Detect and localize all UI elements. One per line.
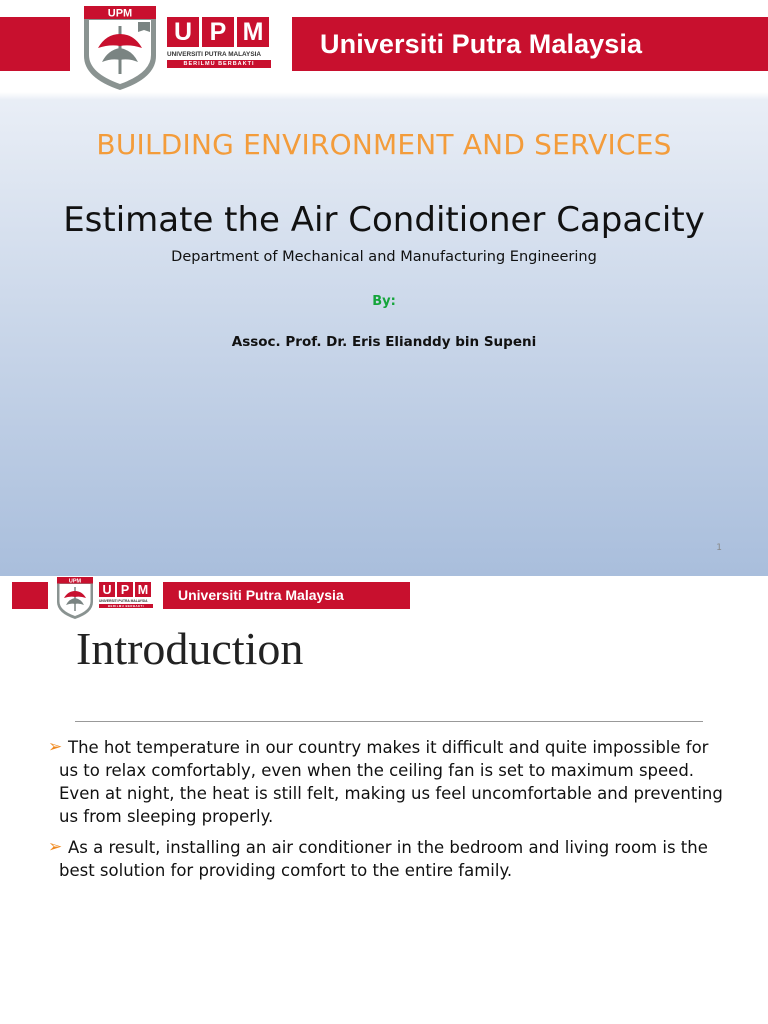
introduction-slide [0,576,768,1024]
slide-heading: Introduction [76,623,304,674]
crest-label: UPM [68,578,82,585]
bullet-text: The hot temperature in our country makes it difficult and quite impossible for us to relax comfortably, even when the ceiling fan is set to maximum speed. Even at night, the heat is still felt, making us feel uncomfortable and preventing us from sleeping properly. [59,738,723,826]
upm-letters [167,17,271,47]
upm-letter-u: U [99,582,115,597]
upm-motto: BERILMU BERBAKTI [167,60,271,68]
upm-letter-u: U [167,17,199,47]
author-name: Assoc. Prof. Dr. Eris Elianddy bin Supeni [231,334,537,350]
university-name: Universiti Putra Malaysia [178,587,344,603]
arrow-bullet-icon: ➢ [48,737,63,757]
upm-letter-p: P [202,17,234,47]
upm-letters [99,582,153,597]
bullet-list [48,736,728,890]
bullet-text: As a result, installing an air conditioner in the bedroom and living room is the best solution for providing comfort to the entire family. [59,838,708,880]
upm-letter-p: P [117,582,133,597]
upm-logotype [99,582,153,609]
slide-title: Estimate the Air Conditioner Capacity [63,200,705,240]
bullet-item [48,736,728,828]
upm-logotype [167,17,271,71]
course-title: BUILDING ENVIRONMENT AND SERVICES [96,128,672,161]
heading-divider [75,721,703,722]
header-band-left [12,582,48,609]
upm-letter-m: M [237,17,269,47]
by-label: By: [372,294,396,309]
page-number: 1 [716,543,722,553]
department-name: Department of Mechanical and Manufacturing Engineering [171,249,597,265]
header-band-left [0,17,70,71]
arrow-bullet-icon: ➢ [48,837,63,857]
upm-crest-icon [54,576,96,620]
upm-crest-icon [80,4,160,92]
upm-letter-m: M [135,582,151,597]
upm-subtitle: UNIVERSITI PUTRA MALAYSIA [99,599,148,603]
upm-subtitle: UNIVERSITI PUTRA MALAYSIA [167,51,261,58]
crest-label: UPM [107,7,133,20]
university-name: Universiti Putra Malaysia [320,29,643,59]
bullet-item [48,836,728,882]
upm-motto: BERILMU BERBAKTI [99,604,153,608]
